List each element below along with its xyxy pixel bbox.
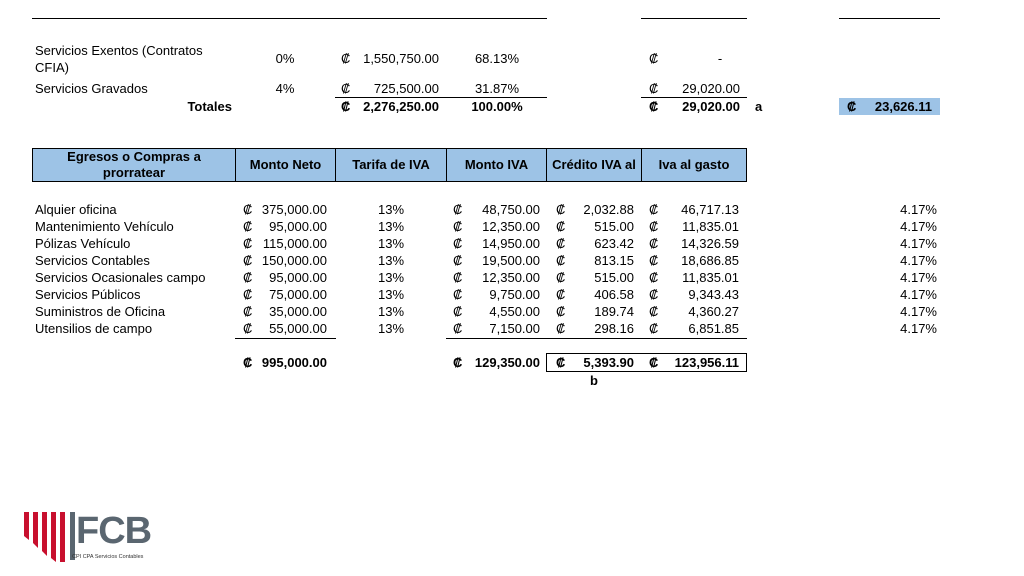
row-pct: 4.17% bbox=[900, 236, 937, 251]
currency-symbol: ₡ bbox=[243, 270, 253, 285]
currency-symbol: ₡ bbox=[243, 219, 253, 234]
currency-symbol: ₡ bbox=[453, 270, 463, 285]
row-monto-iva: 9,750.00 bbox=[489, 287, 540, 302]
currency-symbol: ₡ bbox=[453, 355, 463, 370]
row-monto-neto: 150,000.00 bbox=[261, 253, 327, 268]
header-tarifa-iva: Tarifa de IVA bbox=[335, 148, 447, 182]
row-monto-iva: 48,750.00 bbox=[482, 202, 540, 217]
row-tarifa: 13% bbox=[377, 270, 405, 285]
row-tarifa: 13% bbox=[377, 253, 405, 268]
currency-symbol: ₡ bbox=[556, 304, 566, 319]
header-monto-neto: Monto Neto bbox=[235, 148, 336, 182]
row-label: Servicios Contables bbox=[35, 253, 150, 268]
row-iva-gasto: 4,360.27 bbox=[688, 304, 739, 319]
total-credito: 5,393.90 bbox=[583, 355, 634, 370]
row-credito-iva: 515.00 bbox=[594, 219, 634, 234]
row-credito-iva: 189.74 bbox=[594, 304, 634, 319]
currency-symbol: ₡ bbox=[649, 219, 659, 234]
row-iva-gasto: 9,343.43 bbox=[688, 287, 739, 302]
row-monto-neto: 95,000.00 bbox=[269, 270, 327, 285]
highlight-value: 23,626.11 bbox=[874, 99, 932, 114]
row-underline bbox=[641, 338, 747, 339]
currency-symbol: ₡ bbox=[243, 202, 253, 217]
row-underline bbox=[235, 338, 336, 339]
currency-symbol: ₡ bbox=[649, 202, 659, 217]
row-tarifa: 13% bbox=[377, 236, 405, 251]
upper-totals-pct: 100.00% bbox=[471, 99, 523, 114]
header-egresos: Egresos o Compras a prorratear bbox=[32, 148, 236, 182]
currency-symbol: ₡ bbox=[556, 202, 566, 217]
currency-symbol: ₡ bbox=[453, 202, 463, 217]
row-tarifa: 13% bbox=[377, 202, 405, 217]
header-credito-iva: Crédito IVA al bbox=[546, 148, 642, 182]
total-gasto: 123,956.11 bbox=[674, 355, 739, 370]
currency-symbol: ₡ bbox=[556, 355, 566, 370]
header-monto-iva: Monto IVA bbox=[446, 148, 547, 182]
row-monto-iva: 19,500.00 bbox=[482, 253, 540, 268]
total-monto-iva: 129,350.00 bbox=[474, 355, 540, 370]
currency-symbol: ₡ bbox=[243, 287, 253, 302]
currency-symbol: ₡ bbox=[649, 99, 659, 114]
currency-symbol: ₡ bbox=[649, 321, 659, 336]
row-monto-neto: 55,000.00 bbox=[269, 321, 327, 336]
row-pct: 4.17% bbox=[900, 253, 937, 268]
row-pct: 4.17% bbox=[900, 202, 937, 217]
logo-tagline: CPI CPA Servicios Contables bbox=[72, 554, 144, 560]
row-monto-iva: 12,350.00 bbox=[482, 270, 540, 285]
row-label: Servicios Públicos bbox=[35, 287, 141, 302]
currency-symbol: ₡ bbox=[556, 253, 566, 268]
row-iva-gasto: 11,835.01 bbox=[682, 270, 739, 285]
row-label: Utensilios de campo bbox=[35, 321, 153, 336]
row-credito-iva: 406.58 bbox=[594, 287, 634, 302]
row-tarifa: 13% bbox=[377, 219, 405, 234]
row-label: Suministros de Oficina bbox=[35, 304, 166, 319]
currency-symbol: ₡ bbox=[453, 219, 463, 234]
row-monto-iva: 14,950.00 bbox=[482, 236, 540, 251]
row-monto-iva: 12,350.00 bbox=[482, 219, 540, 234]
row-label: Mantenimiento Vehículo bbox=[35, 219, 174, 234]
upper-row-label: Servicios Gravados bbox=[35, 81, 148, 96]
currency-symbol: ₡ bbox=[556, 219, 566, 234]
currency-symbol: ₡ bbox=[649, 355, 659, 370]
row-monto-neto: 75,000.00 bbox=[269, 287, 327, 302]
row-pct: 4.17% bbox=[900, 321, 937, 336]
upper-row-pct: 31.87% bbox=[474, 81, 520, 96]
currency-symbol: ₡ bbox=[649, 270, 659, 285]
row-monto-neto: 375,000.00 bbox=[261, 202, 327, 217]
upper-row-pct: 68.13% bbox=[474, 51, 520, 66]
row-label: Pólizas Vehículo bbox=[35, 236, 131, 251]
upper-row-amount: 1,550,750.00 bbox=[363, 51, 439, 66]
row-tarifa: 13% bbox=[377, 321, 405, 336]
currency-symbol: ₡ bbox=[341, 81, 351, 96]
currency-symbol: ₡ bbox=[556, 236, 566, 251]
currency-symbol: ₡ bbox=[453, 253, 463, 268]
row-credito-iva: 813.15 bbox=[594, 253, 634, 268]
upper-total-rule bbox=[335, 97, 547, 98]
row-iva-gasto: 18,686.85 bbox=[681, 253, 739, 268]
currency-symbol: ₡ bbox=[649, 236, 659, 251]
upper-totals-iva: 29,020.00 bbox=[682, 99, 740, 114]
currency-symbol: ₡ bbox=[453, 287, 463, 302]
upper-row-label: Servicios Exentos (Contratos CFIA) bbox=[35, 43, 203, 75]
upper-row-rate: 4% bbox=[275, 81, 295, 96]
row-pct: 4.17% bbox=[900, 219, 937, 234]
upper-row-rate: 0% bbox=[275, 51, 295, 66]
currency-symbol: ₡ bbox=[453, 321, 463, 336]
row-monto-iva: 4,550.00 bbox=[489, 304, 540, 319]
currency-symbol: ₡ bbox=[649, 81, 659, 96]
row-monto-iva: 7,150.00 bbox=[489, 321, 540, 336]
currency-symbol: ₡ bbox=[243, 304, 253, 319]
row-monto-neto: 35,000.00 bbox=[269, 304, 327, 319]
row-iva-gasto: 14,326.59 bbox=[681, 236, 739, 251]
row-tarifa: 13% bbox=[377, 304, 405, 319]
row-monto-neto: 95,000.00 bbox=[269, 219, 327, 234]
currency-symbol: ₡ bbox=[243, 321, 253, 336]
top-rule-mid bbox=[641, 18, 747, 19]
row-monto-neto: 115,000.00 bbox=[262, 236, 327, 251]
top-rule-right bbox=[839, 18, 940, 19]
currency-symbol: ₡ bbox=[341, 51, 351, 66]
row-pct: 4.17% bbox=[900, 287, 937, 302]
row-credito-iva: 515.00 bbox=[594, 270, 634, 285]
currency-symbol: ₡ bbox=[243, 253, 253, 268]
upper-total-rule-iva bbox=[641, 97, 747, 98]
row-credito-iva: 2,032.88 bbox=[583, 202, 634, 217]
row-underline bbox=[446, 338, 547, 339]
currency-symbol: ₡ bbox=[556, 321, 566, 336]
currency-symbol: ₡ bbox=[341, 99, 351, 114]
total-neto: 995,000.00 bbox=[261, 355, 327, 370]
row-label: Servicios Ocasionales campo bbox=[35, 270, 206, 285]
currency-symbol: ₡ bbox=[556, 287, 566, 302]
currency-symbol: ₡ bbox=[453, 304, 463, 319]
currency-symbol: ₡ bbox=[243, 355, 253, 370]
upper-totals-label: Totales bbox=[187, 99, 232, 114]
row-tarifa: 13% bbox=[377, 287, 405, 302]
upper-row-iva: - bbox=[717, 51, 723, 66]
currency-symbol: ₡ bbox=[847, 99, 857, 114]
currency-symbol: ₡ bbox=[649, 304, 659, 319]
row-iva-gasto: 46,717.13 bbox=[681, 202, 739, 217]
currency-symbol: ₡ bbox=[649, 253, 659, 268]
upper-totals-amount: 2,276,250.00 bbox=[363, 99, 439, 114]
currency-symbol: ₡ bbox=[649, 51, 659, 66]
row-label: Alquier oficina bbox=[35, 202, 117, 217]
row-pct: 4.17% bbox=[900, 270, 937, 285]
row-credito-iva: 298.16 bbox=[594, 321, 634, 336]
row-iva-gasto: 6,851.85 bbox=[688, 321, 739, 336]
top-rule-left bbox=[32, 18, 547, 19]
currency-symbol: ₡ bbox=[243, 236, 253, 251]
currency-symbol: ₡ bbox=[453, 236, 463, 251]
marker-b: b bbox=[590, 373, 598, 388]
row-pct: 4.17% bbox=[900, 304, 937, 319]
row-underline bbox=[546, 338, 642, 339]
row-credito-iva: 623.42 bbox=[594, 236, 634, 251]
currency-symbol: ₡ bbox=[556, 270, 566, 285]
upper-row-iva: 29,020.00 bbox=[682, 81, 740, 96]
row-iva-gasto: 11,835.01 bbox=[682, 219, 739, 234]
marker-a: a bbox=[755, 99, 763, 114]
upper-row-amount: 725,500.00 bbox=[373, 81, 439, 96]
currency-symbol: ₡ bbox=[649, 287, 659, 302]
company-logo bbox=[22, 510, 152, 566]
logo-text: FCB bbox=[76, 510, 152, 552]
header-iva-gasto: Iva al gasto bbox=[641, 148, 747, 182]
